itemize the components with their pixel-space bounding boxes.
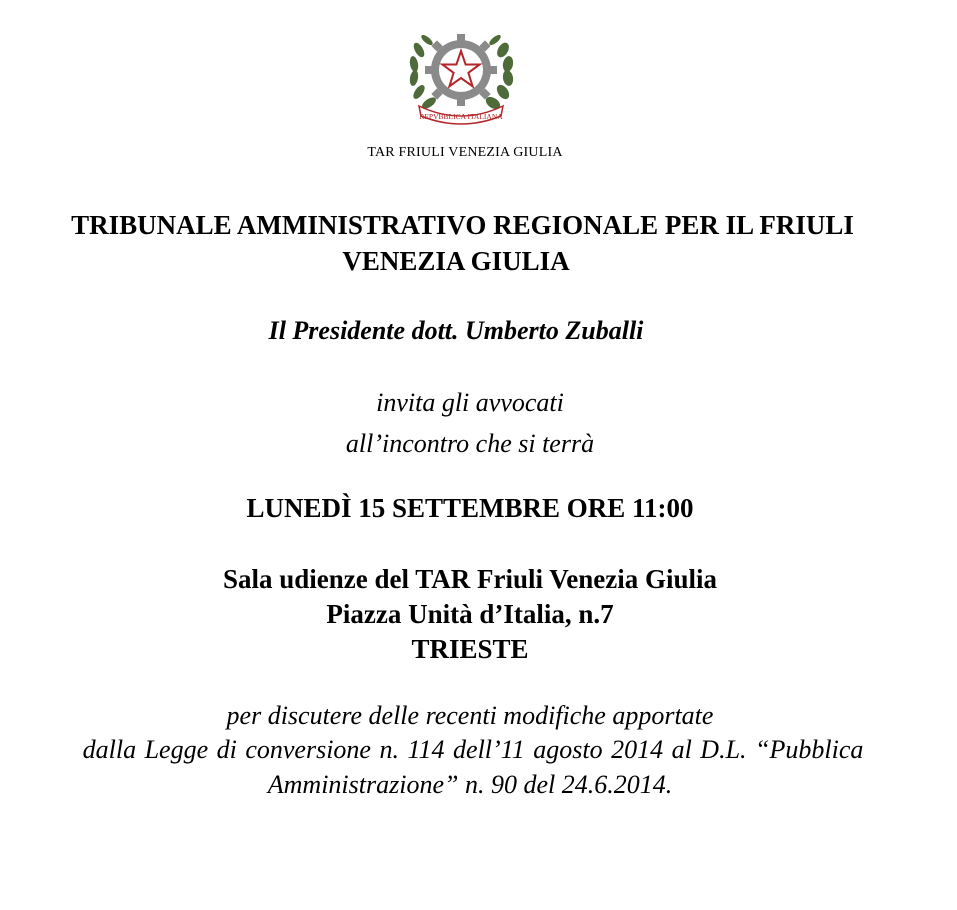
event-datetime: LUNEDÌ 15 SETTEMBRE ORE 11:00 bbox=[246, 493, 694, 523]
invitation-line-2: all’incontro che si terrà bbox=[345, 429, 595, 458]
venue-city: TRIESTE bbox=[411, 634, 529, 664]
president-name: Il Presidente dott. Umberto Zuballi bbox=[268, 316, 644, 345]
purpose-line-3: Amministrazione” n. 90 del 24.6.2014. bbox=[267, 770, 673, 799]
invitation-line-1: invita gli avvocati bbox=[376, 388, 564, 417]
svg-text:REPVBBLICA ITALIANA: REPVBBLICA ITALIANA bbox=[419, 112, 503, 121]
purpose-line-1: per discutere delle recenti modifiche apportate bbox=[226, 701, 714, 730]
document-title-line-2: VENEZIA GIULIA bbox=[342, 246, 570, 276]
italian-republic-emblem-icon bbox=[405, 20, 517, 128]
document-title-line-1: TRIBUNALE AMMINISTRATIVO REGIONALE PER IL FRIULI bbox=[71, 210, 854, 240]
venue-address: Piazza Unità d’Italia, n.7 bbox=[326, 599, 614, 629]
venue-room: Sala udienze del TAR Friuli Venezia Giulia bbox=[222, 564, 718, 594]
purpose-line-2: dalla Legge di conversione n. 114 dell’11 agosto 2014 al D.L. “Pubblica bbox=[82, 735, 864, 764]
issuer-label: TAR FRIULI VENEZIA GIULIA bbox=[367, 145, 563, 160]
